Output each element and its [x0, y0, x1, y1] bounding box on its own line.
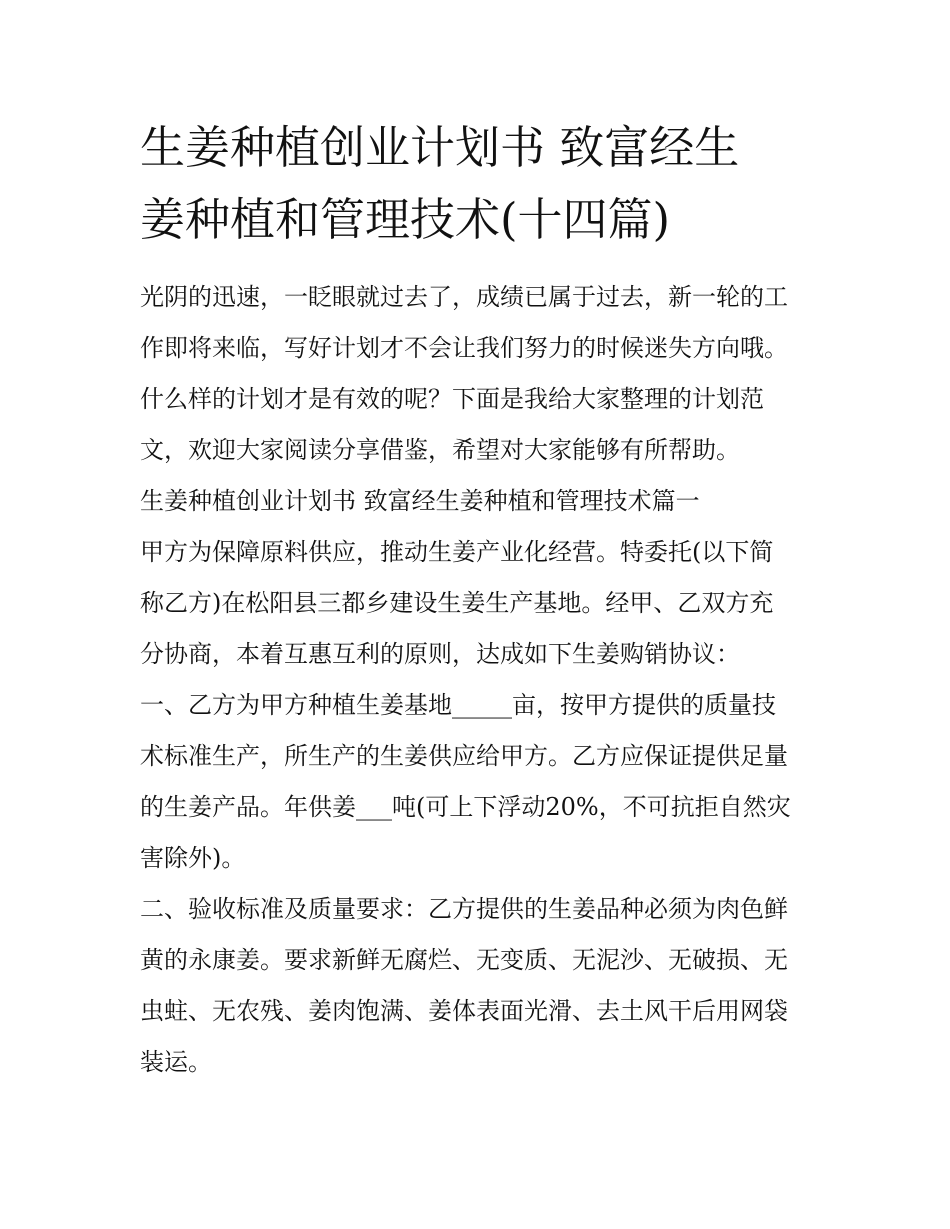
document-title: [140, 112, 820, 256]
body-line: 光阴的迅速，一眨眼就过去了，成绩已属于过去，新一轮的工: [140, 283, 788, 311]
body-line: 虫蛀、无农残、姜肉饱满、姜体表面光滑、去土风干后用网袋: [140, 997, 788, 1025]
document-page: [140, 112, 820, 1088]
title-line-1: 生姜种植创业计划书 致富经生: [140, 121, 740, 174]
body-line: 的生姜产品。年供姜___吨(可上下浮动20%，不可抗拒自然灾: [140, 793, 791, 821]
body-line: 文，欢迎大家阅读分享借鉴，希望对大家能够有所帮助。: [140, 436, 740, 464]
body-line: 分协商，本着互惠互利的原则，达成如下生姜购销协议：: [140, 640, 740, 668]
document-body: [140, 272, 820, 1088]
body-line: 甲方为保障原料供应，推动生姜产业化经营。特委托(以下简: [140, 538, 774, 566]
body-line: 什么样的计划才是有效的呢？下面是我给大家整理的计划范: [140, 385, 764, 413]
body-line: 害除外)。: [140, 844, 246, 872]
body-line: 二、验收标准及质量要求：乙方提供的生姜品种必须为肉色鲜: [140, 895, 788, 923]
body-line: 称乙方)在松阳县三都乡建设生姜生产基地。经甲、乙双方充: [140, 589, 774, 617]
title-line-2: 姜种植和管理技术(十四篇): [140, 193, 671, 246]
body-line: 黄的永康姜。要求新鲜无腐烂、无变质、无泥沙、无破损、无: [140, 946, 788, 974]
body-line: 一、乙方为甲方种植生姜基地_____亩，按甲方提供的质量技: [140, 691, 776, 719]
body-line: 作即将来临，写好计划才不会让我们努力的时候迷失方向哦。: [140, 334, 788, 362]
body-line: 术标准生产，所生产的生姜供应给甲方。乙方应保证提供足量: [140, 742, 788, 770]
section-heading: 生姜种植创业计划书 致富经生姜种植和管理技术篇一: [140, 487, 700, 515]
body-line: 装运。: [140, 1048, 212, 1076]
